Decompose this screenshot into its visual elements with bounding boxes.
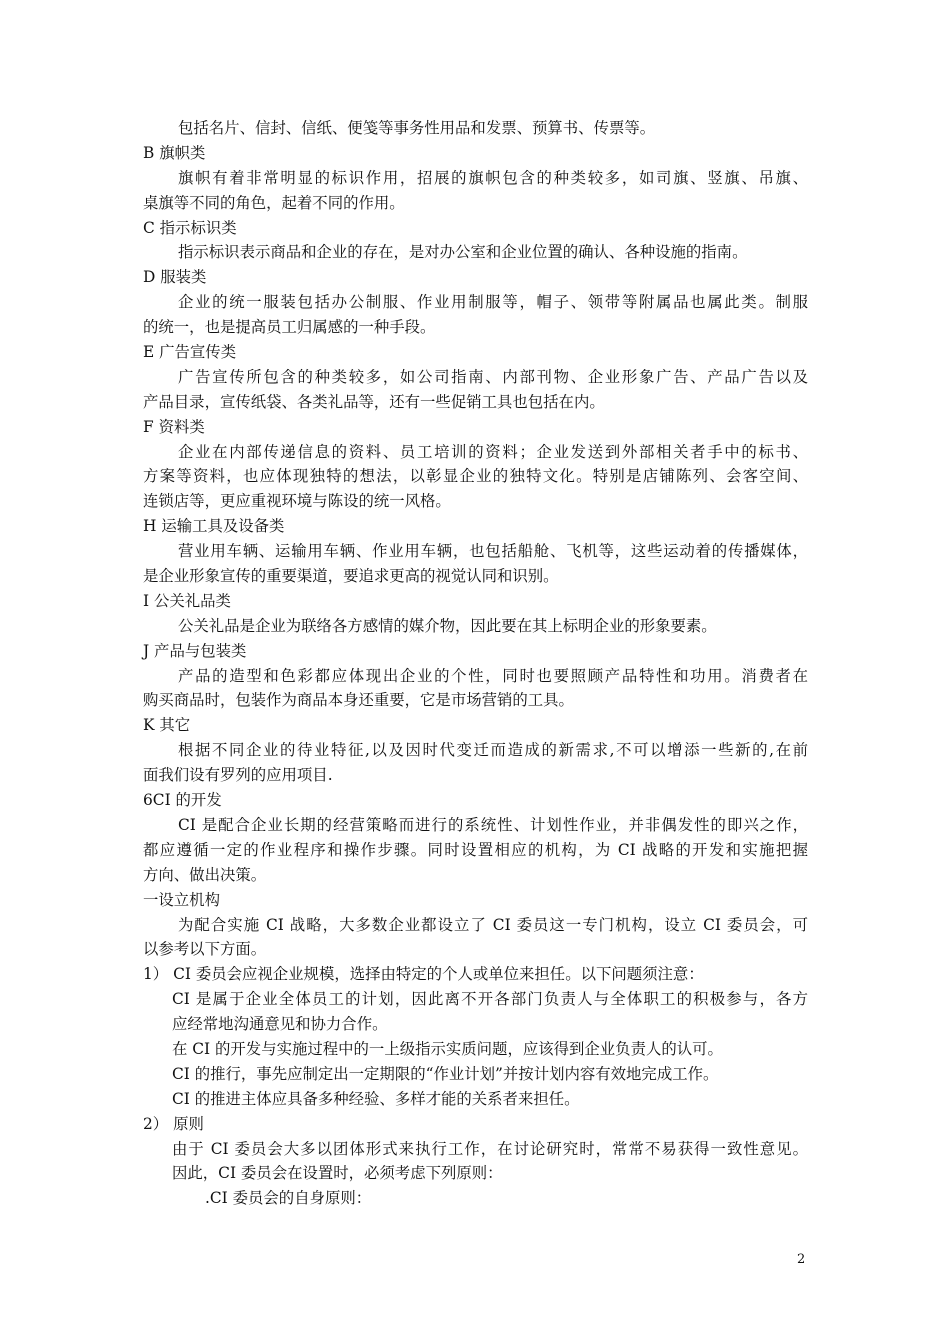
section-heading: I 公关礼品类 [143,591,231,610]
page-number: 2 [797,1252,806,1267]
list-item: 1） CI 委员会应视企业规模，选择由特定的个人或单位来担任。以下问题须注意： [143,965,704,984]
paragraph-line: 桌旗等不同的角色，起着不同的作用。 [143,193,405,212]
paragraph-line: 企业的统一服装包括办公制服、作业用制服等，帽子、领带等附属品也属此类。制服 [178,293,808,312]
section-heading: 一设立机构 [143,890,220,909]
paragraph-line: CI 是配合企业长期的经营策略而进行的系统性、计划性作业，并非偶发性的即兴之作， [178,815,808,834]
paragraph-line: 在 CI 的开发与实施过程中的一上级指示实质问题，应该得到企业负责人的认可。 [172,1039,723,1058]
paragraph-line: 因此，CI 委员会在设置时，必须考虑下列原则： [172,1164,503,1183]
section-heading: 6CI 的开发 [143,791,222,810]
paragraph-line: 面我们设有罗列的应用项目. [143,766,333,785]
paragraph-line: 为配合实施 CI 战略，大多数企业都设立了 CI 委员这一专门机构，设立 CI 委员会，可 [178,915,808,934]
paragraph-line: 指示标识表示商品和企业的存在，是对办公室和企业位置的确认、各种设施的指南。 [178,243,748,262]
paragraph-line: 以参考以下方面。 [143,940,267,959]
paragraph-line: 广告宣传所包含的种类较多，如公司指南、内部刊物、企业形象广告、产品广告以及 [178,367,808,386]
paragraph-line: 包括名片、信封、信纸、便笺等事务性用品和发票、预算书、传票等。 [178,119,656,137]
document-body [143,116,808,1211]
paragraph-line: 都应遵循一定的作业程序和操作步骤。同时设置相应的机构，为 CI 战略的开发和实施把握 [143,840,808,859]
paragraph-line: 旗帜有着非常明显的标识作用，招展的旗帜包含的种类较多，如司旗、竖旗、吊旗、 [178,168,808,187]
section-heading: C 指示标识类 [143,218,237,237]
paragraph-line: 是企业形象宣传的重要渠道，要追求更高的视觉认同和识别。 [143,567,559,586]
section-heading: F 资料类 [143,417,205,436]
paragraph-line: 方案等资料，也应体现独特的想法，以彰显企业的独特文化。特别是店铺陈列、会客空间、 [143,467,808,486]
section-heading: K 其它 [143,716,191,735]
list-item: 2） 原则 [143,1114,204,1133]
paragraph-line: 公关礼品是企业为联络各方感情的媒介物，因此要在其上标明企业的形象要素。 [178,616,717,635]
paragraph-line: CI 是属于企业全体员工的计划，因此离不开各部门负责人与全体职工的积极参与，各方 [172,990,808,1009]
paragraph-line: 产品的造型和色彩都应体现出企业的个性，同时也要照顾产品特性和功用。消费者在 [178,666,808,685]
section-heading: J 产品与包装类 [143,641,247,660]
paragraph-line: 方向、做出决策。 [143,865,267,884]
paragraph-line: CI 的推行，事先应制定出一定期限的“作业计划”并按计划内容有效地完成工作。 [172,1064,719,1083]
paragraph-line: 连锁店等，更应重视环境与陈设的统一风格。 [143,492,451,511]
paragraph-line: CI 的推进主体应具备多种经验、多样才能的关系者来担任。 [172,1089,580,1108]
paragraph-line: 的统一，也是提高员工归属感的一种手段。 [143,318,436,337]
paragraph-line: 由于 CI 委员会大多以团体形式来执行工作，在讨论研究时，常常不易获得一致性意见。 [172,1139,808,1158]
paragraph-line: 营业用车辆、运输用车辆、作业用车辆，也包括船舱、飞机等，这些运动着的传播媒体， [178,542,808,561]
section-heading: D 服装类 [143,268,207,287]
paragraph-line: 产品目录，宣传纸袋、各类礼品等，还有一些促销工具也包括在内。 [143,392,605,411]
section-heading: B 旗帜类 [143,143,206,162]
paragraph-line: 购买商品时，包装作为商品本身还重要，它是市场营销的工具。 [143,691,574,710]
paragraph-line: 应经常地沟通意见和协力合作。 [172,1015,388,1034]
paragraph-line: 根据不同企业的待业特征,以及因时代变迁而造成的新需求,不可以增添一些新的,在前 [178,741,808,760]
paragraph-line: 企业在内部传递信息的资料、员工培训的资料；企业发送到外部相关者手中的标书、 [178,442,808,461]
paragraph-line: .CI 委员会的自身原则： [205,1189,372,1208]
section-heading: H 运输工具及设备类 [143,517,285,536]
section-heading: E 广告宣传类 [143,343,237,362]
